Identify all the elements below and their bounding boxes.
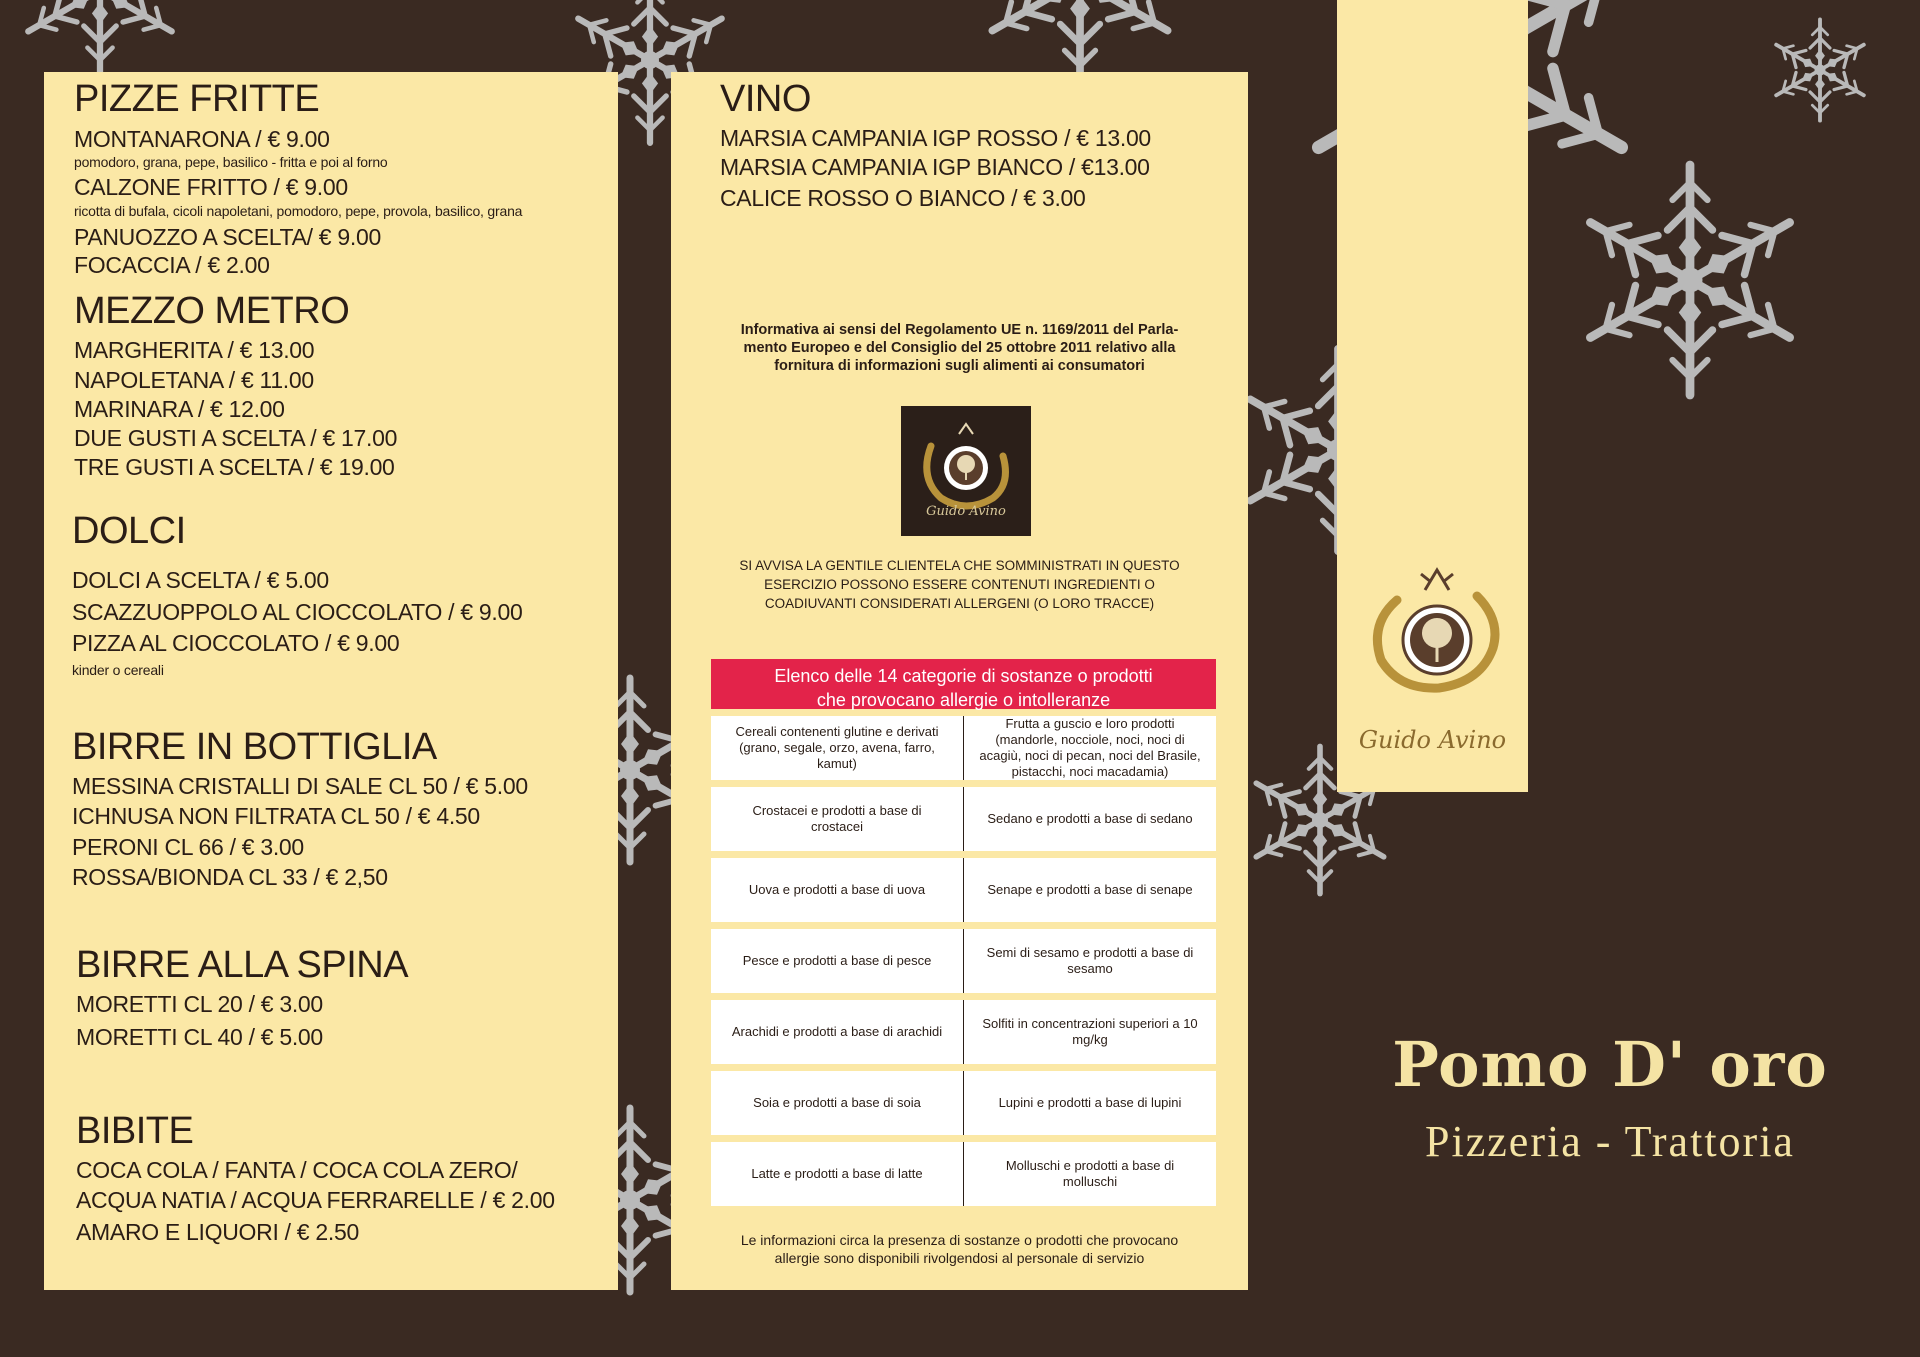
menu-item: MORETTI CL 40 / € 5.00 bbox=[76, 1024, 323, 1050]
allergen-cell: Arachidi e prodotti a base di arachidi bbox=[711, 1000, 964, 1064]
menu-item: PERONI CL 66 / € 3.00 bbox=[72, 834, 304, 860]
menu-item: MESSINA CRISTALLI DI SALE CL 50 / € 5.00 bbox=[72, 773, 528, 799]
allergen-cell: Lupini e prodotti a base di lupini bbox=[998, 1095, 1182, 1110]
section-title-vino: VINO bbox=[720, 78, 811, 120]
menu-item: PANUOZZO A SCELTA/ € 9.00 bbox=[74, 224, 381, 250]
menu-item: MARINARA / € 12.00 bbox=[74, 396, 285, 422]
menu-item: DOLCI A SCELTA / € 5.00 bbox=[72, 567, 329, 593]
section-title-mezzo-metro: MEZZO METRO bbox=[74, 290, 350, 332]
menu-item: ICHNUSA NON FILTRATA CL 50 / € 4.50 bbox=[72, 803, 480, 829]
allergen-cell: Uova e prodotti a base di uova bbox=[711, 858, 964, 922]
menu-item: MARSIA CAMPANIA IGP ROSSO / € 13.00 bbox=[720, 125, 1151, 151]
allergen-footer-note: Le informazioni circa la presenza di sostanze o prodotti che provocano allergie sono disponibili rivolgendosi al personale di servizio bbox=[740, 1232, 1179, 1266]
snowflake-icon bbox=[1238, 330, 1348, 580]
menu-item: CALICE ROSSO O BIANCO / € 3.00 bbox=[720, 185, 1086, 211]
menu-item: ROSSA/BIONDA CL 33 / € 2,50 bbox=[72, 864, 388, 890]
menu-item: NAPOLETANA / € 11.00 bbox=[74, 367, 314, 393]
table-row bbox=[711, 716, 1216, 780]
tree-logo-icon bbox=[1355, 560, 1515, 710]
logo-caption: Guido Avino bbox=[926, 504, 1006, 519]
snowflake-icon bbox=[610, 660, 680, 890]
allergen-cell: Frutta a guscio e loro prodotti (mandorle, nocciole, noci, noci di acagiù, noci di pecan, noci del Brasile, pistacchi, noci macadamia) bbox=[979, 716, 1201, 779]
logo-banner bbox=[1337, 0, 1528, 792]
logo-caption: Guido Avino bbox=[1358, 726, 1507, 754]
section-title-birre-spina: BIRRE ALLA SPINA bbox=[76, 944, 409, 986]
table-row bbox=[711, 858, 1216, 922]
brand-name: Pomo D' oro bbox=[1392, 1028, 1828, 1101]
table-row bbox=[711, 1071, 1216, 1135]
allergen-cell: Pesce e prodotti a base di pesce bbox=[711, 929, 964, 993]
section-title-pizze-fritte: PIZZE FRITTE bbox=[74, 78, 320, 120]
left-menu-panel bbox=[44, 72, 618, 1290]
allergen-cell: Crostacei e prodotti a base di crostacei bbox=[711, 787, 964, 851]
allergen-cell: Solfiti in concentrazioni superiori a 10 mg/kg bbox=[982, 1016, 1198, 1047]
menu-item: DUE GUSTI A SCELTA / € 17.00 bbox=[74, 425, 398, 451]
allergen-cell: Cereali contenenti glutine e derivati (grano, segale, orzo, avena, farro, kamut) bbox=[711, 716, 964, 780]
menu-item: MARSIA CAMPANIA IGP BIANCO / €13.00 bbox=[720, 154, 1150, 180]
table-row bbox=[711, 929, 1216, 993]
section-title-bibite: BIBITE bbox=[76, 1110, 194, 1152]
section-title-birre-bottiglia: BIRRE IN BOTTIGLIA bbox=[72, 726, 437, 768]
menu-item: MONTANARONA / € 9.00 bbox=[74, 126, 330, 152]
menu-item: TRE GUSTI A SCELTA / € 19.00 bbox=[74, 454, 395, 480]
menu-item: COCA COLA / FANTA / COCA COLA ZERO/ bbox=[76, 1157, 518, 1183]
menu-item-description: kinder o cereali bbox=[72, 662, 164, 678]
allergen-table bbox=[711, 659, 1216, 1206]
menu-item: FOCACCIA / € 2.00 bbox=[74, 252, 270, 278]
middle-menu-panel bbox=[671, 72, 1248, 1290]
menu-item: AMARO E LIQUORI / € 2.50 bbox=[76, 1219, 359, 1245]
menu-item: SCAZZUOPPOLO AL CIOCCOLATO / € 9.00 bbox=[72, 599, 523, 625]
menu-item: ACQUA NATIA / ACQUA FERRARELLE / € 2.00 bbox=[76, 1187, 555, 1213]
menu-item-description: ricotta di bufala, cicoli napoletani, pomodoro, pepe, provola, basilico, grana bbox=[74, 203, 523, 219]
allergen-warning: SI AVVISA LA GENTILE CLIENTELA CHE SOMMINISTRATI IN QUESTO ESERCIZIO POSSONO ESSERE CONTENUTI INGREDIENTI O COADIUVANTI CONSIDERATI ALLERGENI (O LORO TRACCE) bbox=[739, 558, 1180, 611]
menu-item: MORETTI CL 20 / € 3.00 bbox=[76, 991, 323, 1017]
allergen-table-header: Elenco delle 14 categorie di sostanze o prodotti che provocano allergie o intolleranze bbox=[711, 659, 1216, 709]
menu-item: CALZONE FRITTO / € 9.00 bbox=[74, 174, 348, 200]
regulation-notice: Informativa ai sensi del Regolamento UE n. 1169/2011 del Parla- mento Europeo e del Consiglio del 25 ottobre 2011 relativo alla fornitura di informazioni sugli alimenti ai consumatori bbox=[740, 322, 1179, 374]
allergen-cell: Latte e prodotti a base di latte bbox=[711, 1142, 964, 1206]
menu-item: MARGHERITA / € 13.00 bbox=[74, 337, 315, 363]
allergen-cell: Senape e prodotti a base di senape bbox=[987, 882, 1193, 897]
table-row bbox=[711, 1142, 1216, 1206]
brand-tagline: Pizzeria - Trattoria bbox=[1425, 1117, 1795, 1166]
allergen-cell: Soia e prodotti a base di soia bbox=[711, 1071, 964, 1135]
guido-avino-logo bbox=[901, 406, 1031, 536]
section-title-dolci: DOLCI bbox=[72, 510, 186, 552]
allergen-cell: Molluschi e prodotti a base di molluschi bbox=[1005, 1158, 1175, 1189]
table-row bbox=[711, 787, 1216, 851]
allergen-cell: Semi di sesamo e prodotti a base di sesamo bbox=[986, 945, 1194, 976]
table-row bbox=[711, 1000, 1216, 1064]
menu-item-description: pomodoro, grana, pepe, basilico - fritta e poi al forno bbox=[74, 154, 388, 170]
snowflake-icon bbox=[610, 1090, 680, 1310]
menu-item: PIZZA AL CIOCCOLATO / € 9.00 bbox=[72, 630, 400, 656]
snowflake-icon bbox=[1560, 150, 1820, 410]
allergen-cell: Sedano e prodotti a base di sedano bbox=[987, 811, 1193, 826]
snowflake-icon bbox=[1760, 10, 1880, 130]
